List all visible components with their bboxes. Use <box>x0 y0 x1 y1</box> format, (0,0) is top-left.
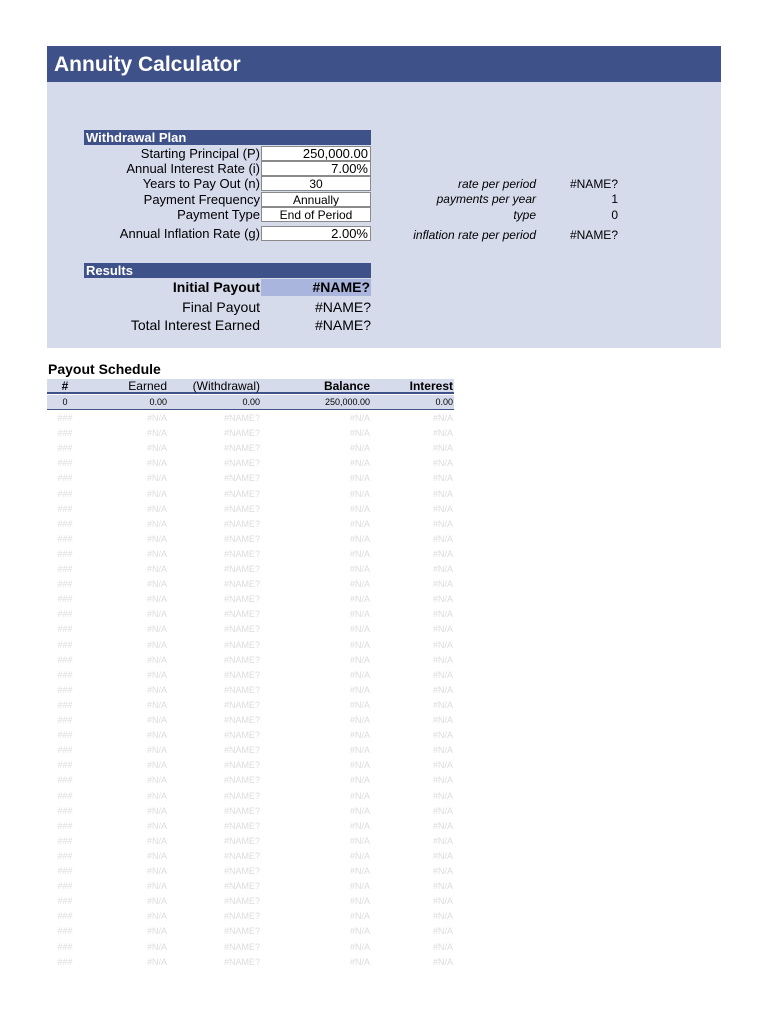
calc-value[interactable]: #NAME? <box>569 228 618 242</box>
field-input[interactable]: 30 <box>261 176 371 191</box>
cell-earned[interactable]: #N/A <box>146 654 167 665</box>
field-label: Starting Principal (P) <box>140 146 260 161</box>
cell-earned[interactable]: #N/A <box>146 533 167 544</box>
cell-balance[interactable]: #N/A <box>349 835 370 846</box>
table-row <box>47 955 454 970</box>
cell-interest[interactable]: #N/A <box>432 775 453 786</box>
cell-balance[interactable]: #N/A <box>349 715 370 725</box>
cell-earned[interactable]: #N/A <box>146 564 167 574</box>
cell-withdrawal[interactable]: #NAME? <box>223 518 260 529</box>
cell-interest[interactable]: 0.00 <box>435 397 453 407</box>
cell-withdrawal[interactable]: #NAME? <box>223 835 260 846</box>
cell-withdrawal[interactable]: #NAME? <box>223 624 260 635</box>
cell-balance[interactable]: #N/A <box>349 533 370 544</box>
cell-balance[interactable]: #N/A <box>349 926 370 937</box>
cell-balance[interactable]: #N/A <box>349 579 370 590</box>
cell-interest[interactable]: #N/A <box>432 790 453 801</box>
cell-earned[interactable]: #N/A <box>146 820 167 831</box>
table-row <box>47 592 454 607</box>
cell-withdrawal[interactable]: #NAME? <box>223 548 260 559</box>
cell-balance[interactable]: #N/A <box>349 609 370 620</box>
table-row <box>47 773 454 788</box>
col-header-interest: Interest <box>409 379 453 393</box>
cell-interest[interactable]: #N/A <box>432 518 453 529</box>
cell-withdrawal[interactable]: #NAME? <box>223 473 260 484</box>
cell-balance[interactable]: #N/A <box>349 850 370 861</box>
cell-withdrawal[interactable]: #NAME? <box>223 639 260 650</box>
cell-number[interactable]: ### <box>57 413 73 423</box>
cell-earned[interactable]: #N/A <box>146 624 167 635</box>
cell-balance[interactable]: #N/A <box>349 941 370 952</box>
table-row <box>47 622 454 637</box>
cell-withdrawal[interactable]: #NAME? <box>223 941 260 952</box>
cell-balance[interactable]: #N/A <box>349 730 370 741</box>
table-row <box>47 864 454 879</box>
cell-earned[interactable]: #N/A <box>146 790 167 801</box>
results-heading: Results <box>84 263 371 278</box>
cell-withdrawal[interactable]: #NAME? <box>223 866 260 876</box>
cell-balance[interactable]: #N/A <box>349 594 370 605</box>
cell-withdrawal[interactable]: #NAME? <box>223 850 260 861</box>
cell-earned[interactable]: #N/A <box>146 941 167 952</box>
table-row <box>47 743 454 758</box>
calc-label: rate per period <box>457 177 536 191</box>
field-label: Payment Type <box>177 207 260 222</box>
table-row <box>47 441 454 456</box>
table-row <box>47 426 454 441</box>
field-label: Years to Pay Out (n) <box>142 176 260 191</box>
cell-number[interactable]: ### <box>57 820 73 831</box>
cell-earned[interactable]: #N/A <box>146 443 167 454</box>
cell-earned[interactable]: #N/A <box>146 473 167 484</box>
calc-label: payments per year <box>436 192 536 206</box>
cell-withdrawal[interactable]: #NAME? <box>223 684 260 695</box>
table-row <box>47 517 454 532</box>
cell-number[interactable]: ### <box>57 881 73 892</box>
cell-balance[interactable]: #N/A <box>349 896 370 907</box>
table-row <box>47 668 454 683</box>
cell-earned[interactable]: #N/A <box>146 805 167 816</box>
cell-withdrawal[interactable]: #NAME? <box>223 790 260 801</box>
cell-withdrawal[interactable]: #NAME? <box>223 699 260 710</box>
cell-interest[interactable]: #N/A <box>432 715 453 725</box>
cell-interest[interactable]: #N/A <box>432 503 453 514</box>
cell-number[interactable]: ### <box>57 956 73 967</box>
cell-balance[interactable]: #N/A <box>349 639 370 650</box>
payout-schedule-title: Payout Schedule <box>48 361 161 377</box>
cell-balance[interactable]: #N/A <box>349 775 370 786</box>
cell-withdrawal[interactable]: #NAME? <box>223 926 260 937</box>
table-row <box>47 547 454 562</box>
cell-balance[interactable]: #N/A <box>349 654 370 665</box>
cell-withdrawal[interactable]: #NAME? <box>223 805 260 816</box>
cell-interest[interactable]: #N/A <box>432 926 453 937</box>
cell-number[interactable]: ### <box>57 745 73 756</box>
cell-interest[interactable]: #N/A <box>432 699 453 710</box>
cell-number[interactable]: ### <box>57 488 73 499</box>
cell-withdrawal[interactable]: 0.00 <box>242 397 260 407</box>
cell-balance[interactable]: #N/A <box>349 503 370 514</box>
table-row <box>47 653 454 668</box>
cell-withdrawal[interactable]: #NAME? <box>223 413 260 423</box>
field-input[interactable]: 250,000.00 <box>261 146 371 161</box>
cell-interest[interactable]: #N/A <box>432 594 453 605</box>
final-payout-value[interactable]: #NAME? <box>314 299 371 315</box>
cell-withdrawal[interactable]: #NAME? <box>223 881 260 892</box>
cell-balance[interactable]: #N/A <box>349 473 370 484</box>
table-row <box>47 940 454 955</box>
cell-earned[interactable]: #N/A <box>146 896 167 907</box>
cell-balance[interactable]: #N/A <box>349 684 370 695</box>
cell-interest[interactable]: #N/A <box>432 624 453 635</box>
cell-earned[interactable]: #N/A <box>146 881 167 892</box>
cell-balance[interactable]: #N/A <box>349 518 370 529</box>
field-label: Payment Frequency <box>143 192 260 207</box>
cell-withdrawal[interactable]: #NAME? <box>223 775 260 786</box>
cell-earned[interactable]: #N/A <box>146 503 167 514</box>
table-row <box>47 758 454 773</box>
cell-number[interactable]: ### <box>57 609 73 620</box>
col-header-earned: Earned <box>128 379 167 393</box>
cell-interest[interactable]: #N/A <box>432 473 453 484</box>
calc-label: type <box>513 208 536 222</box>
table-row <box>47 577 454 592</box>
cell-withdrawal[interactable]: #NAME? <box>223 745 260 756</box>
cell-interest[interactable]: #N/A <box>432 730 453 741</box>
cell-number[interactable]: ### <box>57 548 73 559</box>
cell-number[interactable]: ### <box>57 684 73 695</box>
cell-balance[interactable]: #N/A <box>349 458 370 469</box>
table-row <box>47 924 454 939</box>
cell-number[interactable]: ### <box>57 896 73 907</box>
cell-number[interactable]: ### <box>57 654 73 665</box>
page-title: Annuity Calculator <box>47 46 721 82</box>
cell-earned[interactable]: 0.00 <box>149 397 167 407</box>
cell-number[interactable]: ### <box>57 805 73 816</box>
cell-earned[interactable]: #N/A <box>146 866 167 876</box>
cell-earned[interactable]: #N/A <box>146 594 167 605</box>
cell-interest[interactable]: #N/A <box>432 443 453 454</box>
cell-balance[interactable]: #N/A <box>349 548 370 559</box>
cell-balance[interactable]: #N/A <box>349 805 370 816</box>
final-payout-label: Final Payout <box>182 299 260 315</box>
cell-interest[interactable]: #N/A <box>432 760 453 771</box>
table-row <box>47 728 454 743</box>
table-row <box>47 909 454 924</box>
cell-earned[interactable]: #N/A <box>146 926 167 937</box>
cell-earned[interactable]: #N/A <box>146 835 167 846</box>
cell-earned[interactable]: #N/A <box>146 639 167 650</box>
cell-balance[interactable]: #N/A <box>349 624 370 635</box>
cell-balance[interactable]: #N/A <box>349 956 370 967</box>
cell-balance[interactable]: #N/A <box>349 820 370 831</box>
table-row <box>47 804 454 819</box>
cell-withdrawal[interactable]: #NAME? <box>223 730 260 741</box>
table-row <box>47 471 454 486</box>
cell-balance[interactable]: #N/A <box>349 790 370 801</box>
cell-interest[interactable]: #N/A <box>432 896 453 907</box>
cell-interest[interactable]: #N/A <box>432 866 453 876</box>
cell-interest[interactable]: #N/A <box>432 820 453 831</box>
cell-balance[interactable]: #N/A <box>349 911 370 922</box>
cell-number[interactable]: ### <box>57 669 73 680</box>
cell-number[interactable]: ### <box>57 533 73 544</box>
cell-balance[interactable]: #N/A <box>349 866 370 876</box>
col-header-number: # <box>61 379 69 393</box>
cell-earned[interactable]: #N/A <box>146 699 167 710</box>
cell-number[interactable]: ### <box>57 730 73 741</box>
cell-withdrawal[interactable]: #NAME? <box>223 458 260 469</box>
cell-number[interactable]: ### <box>57 458 73 469</box>
cell-withdrawal[interactable]: #NAME? <box>223 564 260 574</box>
cell-balance[interactable]: #N/A <box>349 669 370 680</box>
cell-withdrawal[interactable]: #NAME? <box>223 669 260 680</box>
cell-interest[interactable]: #N/A <box>432 941 453 952</box>
cell-number[interactable]: ### <box>57 926 73 937</box>
cell-interest[interactable]: #N/A <box>432 579 453 590</box>
cell-earned[interactable]: #N/A <box>146 760 167 771</box>
cell-interest[interactable]: #N/A <box>432 639 453 650</box>
cell-interest[interactable]: #N/A <box>432 911 453 922</box>
calc-label: inflation rate per period <box>413 228 536 242</box>
cell-number[interactable]: ### <box>57 866 73 876</box>
cell-number[interactable]: ### <box>57 790 73 801</box>
cell-earned[interactable]: #N/A <box>146 684 167 695</box>
cell-balance[interactable]: #N/A <box>349 488 370 499</box>
cell-earned[interactable]: #N/A <box>146 458 167 469</box>
cell-number[interactable]: ### <box>57 941 73 952</box>
cell-earned[interactable]: #N/A <box>146 413 167 423</box>
field-label: Annual Interest Rate (i) <box>126 161 260 176</box>
cell-withdrawal[interactable]: #NAME? <box>223 820 260 831</box>
cell-number[interactable]: ### <box>57 699 73 710</box>
cell-interest[interactable]: #N/A <box>432 533 453 544</box>
schedule-header-row <box>47 379 454 394</box>
cell-earned[interactable]: #N/A <box>146 745 167 756</box>
cell-interest[interactable]: #N/A <box>432 609 453 620</box>
cell-number[interactable]: ### <box>57 775 73 786</box>
table-row <box>47 819 454 834</box>
field-label: Annual Inflation Rate (g) <box>119 226 260 241</box>
total-interest-value[interactable]: #NAME? <box>314 317 371 333</box>
cell-number[interactable]: ### <box>57 443 73 454</box>
cell-interest[interactable]: #N/A <box>432 428 453 439</box>
input-panel <box>47 82 721 348</box>
cell-interest[interactable]: #N/A <box>432 488 453 499</box>
cell-interest[interactable]: #N/A <box>432 956 453 967</box>
table-row <box>47 789 454 804</box>
cell-number[interactable]: ### <box>57 594 73 605</box>
cell-number[interactable]: ### <box>57 624 73 635</box>
calc-value[interactable]: 0 <box>611 208 618 222</box>
table-row <box>47 487 454 502</box>
cell-interest[interactable]: #N/A <box>432 458 453 469</box>
cell-balance[interactable]: #N/A <box>349 699 370 710</box>
initial-payout-label: Initial Payout <box>172 279 260 295</box>
table-row <box>47 834 454 849</box>
cell-number[interactable]: ### <box>57 715 73 725</box>
table-row <box>47 395 454 410</box>
table-row <box>47 698 454 713</box>
cell-number[interactable]: ### <box>57 639 73 650</box>
cell-withdrawal[interactable]: #NAME? <box>223 715 260 725</box>
cell-earned[interactable]: #N/A <box>146 609 167 620</box>
cell-withdrawal[interactable]: #NAME? <box>223 503 260 514</box>
cell-withdrawal[interactable]: #NAME? <box>223 533 260 544</box>
cell-earned[interactable]: #N/A <box>146 488 167 499</box>
field-input[interactable]: 2.00% <box>261 226 371 241</box>
cell-balance[interactable]: #N/A <box>349 881 370 892</box>
cell-interest[interactable]: #N/A <box>432 881 453 892</box>
cell-number[interactable]: ### <box>57 503 73 514</box>
table-row <box>47 683 454 698</box>
calc-value[interactable]: 1 <box>611 192 618 206</box>
table-row <box>47 638 454 653</box>
table-row <box>47 879 454 894</box>
cell-interest[interactable]: #N/A <box>432 654 453 665</box>
cell-withdrawal[interactable]: #NAME? <box>223 488 260 499</box>
field-input[interactable]: End of Period <box>261 207 371 222</box>
cell-withdrawal[interactable]: #NAME? <box>223 443 260 454</box>
calc-value[interactable]: #NAME? <box>569 177 618 191</box>
cell-interest[interactable]: #N/A <box>432 684 453 695</box>
cell-earned[interactable]: #N/A <box>146 428 167 439</box>
col-header-withdrawal: (Withdrawal) <box>192 379 260 393</box>
cell-number[interactable]: ### <box>57 473 73 484</box>
cell-interest[interactable]: #N/A <box>432 805 453 816</box>
cell-earned[interactable]: #N/A <box>146 911 167 922</box>
withdrawal-plan-heading: Withdrawal Plan <box>84 130 371 145</box>
table-row <box>47 456 454 471</box>
cell-withdrawal[interactable]: #NAME? <box>223 911 260 922</box>
cell-balance[interactable]: 250,000.00 <box>324 397 370 407</box>
table-row <box>47 849 454 864</box>
cell-withdrawal[interactable]: #NAME? <box>223 956 260 967</box>
table-row <box>47 894 454 909</box>
cell-interest[interactable]: #N/A <box>432 835 453 846</box>
cell-earned[interactable]: #N/A <box>146 579 167 590</box>
cell-interest[interactable]: #N/A <box>432 669 453 680</box>
cell-earned[interactable]: #N/A <box>146 956 167 967</box>
field-input[interactable]: Annually <box>261 192 371 207</box>
cell-balance[interactable]: #N/A <box>349 564 370 574</box>
cell-withdrawal[interactable]: #NAME? <box>223 760 260 771</box>
cell-number[interactable]: ### <box>57 760 73 771</box>
total-interest-label: Total Interest Earned <box>130 317 260 333</box>
cell-earned[interactable]: #N/A <box>146 518 167 529</box>
cell-withdrawal[interactable]: #NAME? <box>223 579 260 590</box>
cell-interest[interactable]: #N/A <box>432 413 453 423</box>
cell-number[interactable]: ### <box>57 518 73 529</box>
cell-withdrawal[interactable]: #NAME? <box>223 428 260 439</box>
cell-balance[interactable]: #N/A <box>349 443 370 454</box>
table-row <box>47 713 454 728</box>
cell-number[interactable]: ### <box>57 579 73 590</box>
initial-payout-value[interactable]: #NAME? <box>261 279 371 296</box>
cell-interest[interactable]: #N/A <box>432 564 453 574</box>
table-row <box>47 532 454 547</box>
table-row <box>47 562 454 577</box>
cell-earned[interactable]: #N/A <box>146 850 167 861</box>
cell-number[interactable]: ### <box>57 850 73 861</box>
cell-withdrawal[interactable]: #NAME? <box>223 594 260 605</box>
cell-number[interactable]: ### <box>57 428 73 439</box>
cell-interest[interactable]: #N/A <box>432 850 453 861</box>
cell-balance[interactable]: #N/A <box>349 745 370 756</box>
cell-earned[interactable]: #N/A <box>146 715 167 725</box>
cell-earned[interactable]: #N/A <box>146 669 167 680</box>
table-row <box>47 502 454 517</box>
cell-balance[interactable]: #N/A <box>349 760 370 771</box>
cell-number[interactable]: ### <box>57 835 73 846</box>
table-row <box>47 411 454 426</box>
cell-balance[interactable]: #N/A <box>349 428 370 439</box>
cell-balance[interactable]: #N/A <box>349 413 370 423</box>
cell-earned[interactable]: #N/A <box>146 730 167 741</box>
cell-earned[interactable]: #N/A <box>146 775 167 786</box>
cell-withdrawal[interactable]: #NAME? <box>223 654 260 665</box>
cell-earned[interactable]: #N/A <box>146 548 167 559</box>
cell-interest[interactable]: #N/A <box>432 548 453 559</box>
col-header-balance: Balance <box>323 379 370 393</box>
cell-number[interactable]: ### <box>57 564 73 574</box>
cell-number[interactable]: 0 <box>62 397 68 407</box>
cell-withdrawal[interactable]: #NAME? <box>223 896 260 907</box>
field-input[interactable]: 7.00% <box>261 161 371 176</box>
table-row <box>47 607 454 622</box>
cell-interest[interactable]: #N/A <box>432 745 453 756</box>
cell-number[interactable]: ### <box>57 911 73 922</box>
cell-withdrawal[interactable]: #NAME? <box>223 609 260 620</box>
